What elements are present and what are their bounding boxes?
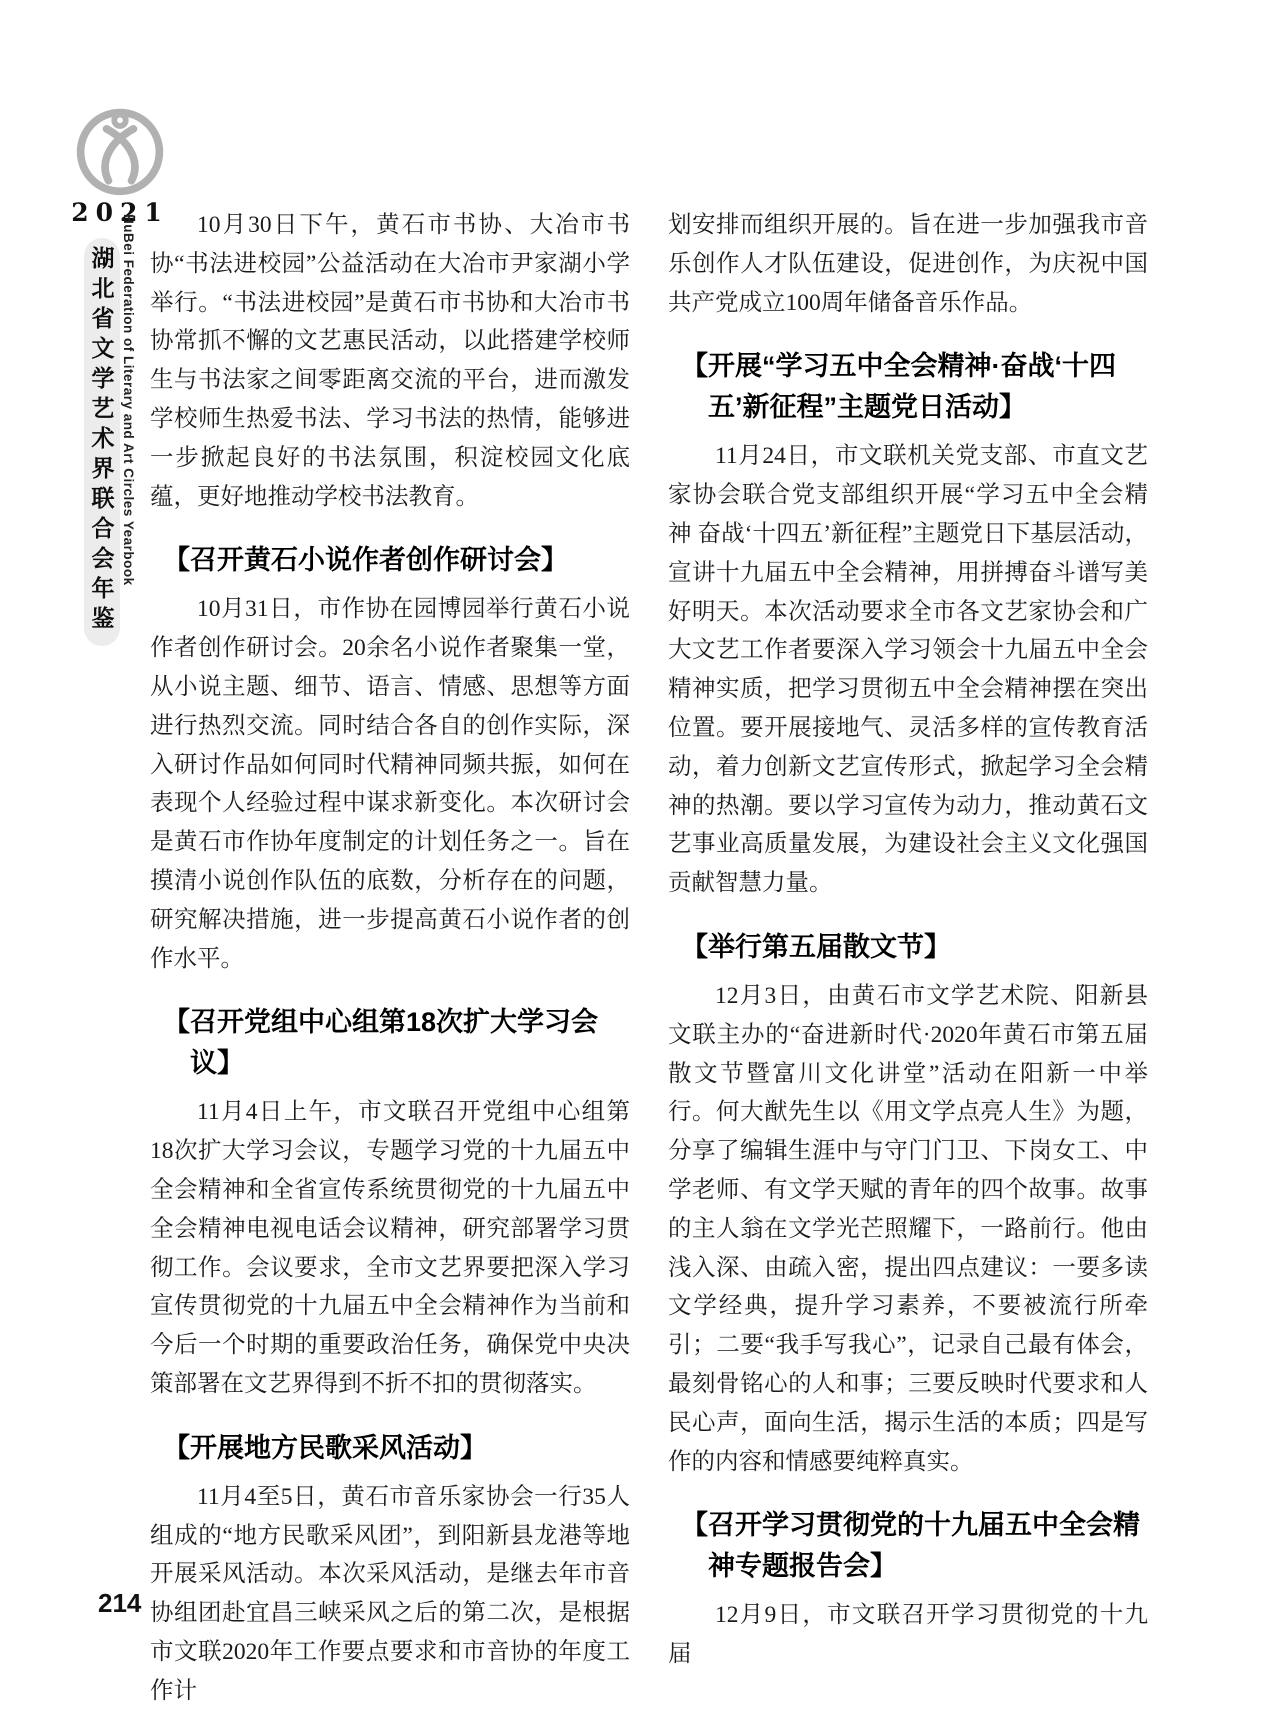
section-heading: 【召开学习贯彻党的十九届五中全会精神专题报告会】 xyxy=(681,1510,1140,1582)
paragraph: 11月4至5日，黄石市音乐家协会一行35人组成的“地方民歌采风团”，到阳新县龙港等地开展采风活动。本次采风活动，是继去年市音协组团赴宜昌三峡采风之后的第二次，是根据市文联2020年工作要点要求和市音协的年度工作计 xyxy=(150,1483,630,1704)
left-column xyxy=(150,206,630,1711)
paragraph: 划安排而组织开展的。旨在进一步加强我市音乐创作人才队伍建设，促进创作，为庆祝中国共产党成立100周年储备音乐作品。 xyxy=(668,212,1148,316)
sidebar-strip xyxy=(84,238,120,646)
section-heading: 【开展“学习五中全会精神·奋战‘十四五’新征程”主题党日活动】 xyxy=(681,351,1116,423)
section-heading: 【开展地方民歌采风活动】 xyxy=(163,1432,487,1463)
paragraph: 11月24日，市文联机关党支部、市直文艺家协会联合党支部组织开展“学习五中全会精神 奋战‘十四五’新征程”主题党日下基层活动，宣讲十九届五中全会精神，用拼搏奋斗谱写美好明天。本次活动要求全市各文艺家协会和广大文艺工作者要深入学习领会十九届五中全会精神实质，把学习贯彻五中全会精神摆在突出位置。要开展接地气、灵活多样的宣传教育活动，着力创新文艺宣传形式，掀起学习全会精神的热潮。要以学习宣传为动力，推动黄石文艺事业高质量发展，为建设社会主义文化强国贡献智慧力量。 xyxy=(668,443,1148,897)
page-number: 214 xyxy=(98,1588,142,1618)
section-heading: 【召开党组中心组第18次扩大学习会议】 xyxy=(163,1007,599,1079)
right-column xyxy=(668,206,1148,1674)
year-label: 2021 xyxy=(71,198,169,227)
sidebar-subtitle-english: HuBei Federation of Literary and Art Circles Yearbook xyxy=(121,214,136,586)
paragraph: 12月9日，市文联召开学习贯彻党的十九届 xyxy=(668,1602,1148,1668)
paragraph: 10月31日，市作协在园博园举行黄石小说作者创作研讨会。20余名小说作者聚集一堂，从小说主题、细节、语言、情感、思想等方面进行热烈交流。同时结合各自的创作实际，深入研讨作品如何同时代精神同频共振，如何在表现个人经验过程中谋求新变化。本次研讨会是黄石市作协年度制定的计划任务之一。旨在摸清小说创作队伍的底数，分析存在的问题，研究解决措施，进一步提高黄石小说作者的创作水平。 xyxy=(150,596,630,972)
paragraph: 10月30日下午，黄石市书协、大冶市书协“书法进校园”公益活动在大冶市尹家湖小学举行。“书法进校园”是黄石市书协和大冶市书协常抓不懈的文艺惠民活动，以此搭建学校师生与书法家之间零距离交流的平台，进而激发学校师生热爱书法、学习书法的热情，能够进一步掀起良好的书法氛围，积淀校园文化底蕴，更好地推动学校书法教育。 xyxy=(150,212,630,510)
sidebar-title-vertical: 湖北省文学艺术界联合会年鉴 xyxy=(88,246,115,636)
paragraph: 11月4日上午，市文联召开党组中心组第18次扩大学习会议，专题学习党的十九届五中全会精神和全省宣传系统贯彻党的十九届五中全会精神电视电话会议精神，研究部署学习贯彻工作。会议要求，全市文艺界要把深入学习宣传贯彻党的十九届五中全会精神作为当前和今后一个时期的重要政治任务，确保党中央决策部署在文艺界得到不折不扣的贯彻落实。 xyxy=(150,1099,630,1397)
section-heading: 【召开黄石小说作者创作研讨会】 xyxy=(163,545,568,576)
federation-logo-icon xyxy=(72,102,168,198)
paragraph: 12月3日，由黄石市文学艺术院、阳新县文联主办的“奋进新时代·2020年黄石市第五届散文节暨富川文化讲堂”活动在阳新一中举行。何大猷先生以《用文学点亮人生》为题，分享了编辑生涯中与守门门卫、下岗女工、中学老师、有文学天赋的青年的四个故事。故事的主人翁在文学光芒照耀下，一路前行。他由浅入深、由疏入密，提出四点建议：一要多读文学经典，提升学习素养，不要被流行所牵引；二要“我手写我心”，记录自己最有体会，最刻骨铭心的人和事；三要反映时代要求和人民心声，面向生活，揭示生活的本质；四是写作的内容和情感要纯粹真实。 xyxy=(668,982,1148,1475)
section-heading: 【举行第五届散文节】 xyxy=(681,931,951,962)
